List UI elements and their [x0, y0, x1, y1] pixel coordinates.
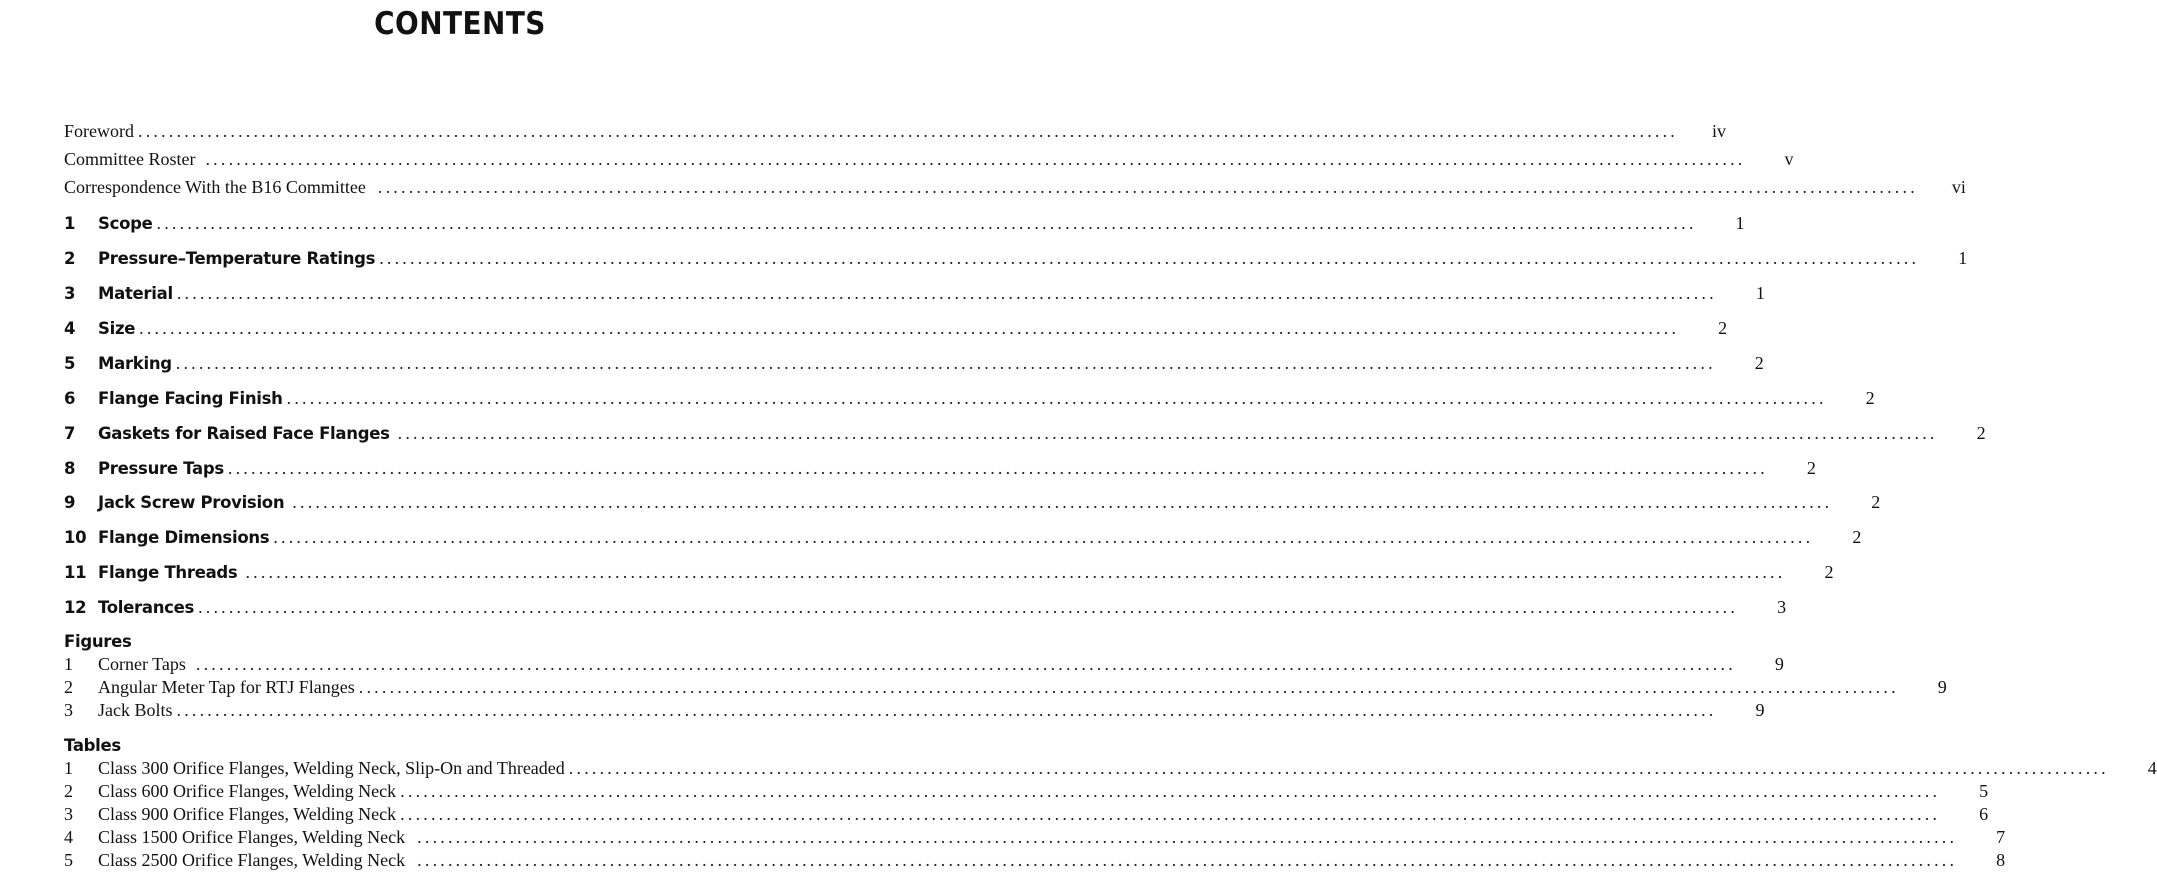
toc-table-label: Class 600 Orifice Flanges, Welding Neck	[98, 781, 397, 801]
leader-dots: ........................................................................................................................................................................................................	[195, 654, 1736, 674]
toc-table-label: Class 1500 Orifice Flanges, Welding Neck	[98, 827, 406, 847]
leader-dots: ........................................................................................................................................................................................................	[227, 458, 1768, 478]
toc-figure-number: 1	[64, 654, 73, 674]
leader-dots: ........................................................................................................................................................................................................	[176, 700, 1717, 720]
toc-section-page: 2	[1806, 458, 1816, 478]
toc-entry-label: Correspondence With the B16 Committee	[64, 177, 366, 197]
leader-dots: ........................................................................................................................................................................................................	[292, 492, 1833, 512]
toc-table-number: 5	[64, 850, 73, 870]
toc-section-label: Pressure–Temperature Ratings	[98, 249, 376, 268]
toc-entry-committee-roster[interactable]	[64, 149, 1794, 173]
toc-section-number: 11	[64, 563, 87, 582]
toc-entry-label: Committee Roster	[64, 149, 196, 169]
toc-table-4[interactable]	[64, 827, 2006, 851]
toc-table-number: 4	[64, 827, 73, 847]
toc-section-5[interactable]	[64, 353, 1764, 377]
toc-section-label: Marking	[98, 354, 172, 373]
toc-section-1[interactable]	[64, 213, 1745, 237]
toc-section-label: Jack Screw Provision	[98, 493, 285, 512]
leader-dots: ........................................................................................................................................................................................................	[397, 423, 1938, 443]
leader-dots: ........................................................................................................................................................................................................	[156, 213, 1697, 233]
toc-section-page: 1	[1735, 213, 1745, 233]
toc-section-9[interactable]	[64, 492, 1881, 516]
toc-figure-number: 2	[64, 677, 73, 697]
page-title: CONTENTS	[374, 6, 546, 42]
toc-figure-page: 9	[1755, 700, 1765, 720]
toc-section-label: Tolerances	[98, 598, 195, 617]
toc-figure-label: Jack Bolts	[98, 700, 173, 720]
toc-table-page: 7	[1996, 827, 2006, 847]
toc-figure-1[interactable]	[64, 654, 1784, 678]
figures-heading: Figures	[64, 632, 132, 651]
toc-figure-label: Corner Taps	[98, 654, 186, 674]
toc-section-number: 6	[64, 389, 76, 408]
toc-section-number: 3	[64, 284, 76, 303]
toc-section-page: 1	[1755, 283, 1765, 303]
toc-section-page: 2	[1754, 353, 1764, 373]
leader-dots: ........................................................................................................................................................................................................	[198, 597, 1739, 617]
toc-section-7[interactable]	[64, 423, 1986, 447]
toc-section-label: Size	[98, 319, 136, 338]
toc-section-number: 12	[64, 598, 87, 617]
toc-section-label: Pressure Taps	[98, 459, 224, 478]
toc-section-number: 8	[64, 459, 76, 478]
toc-entry-page: vi	[1951, 177, 1966, 197]
toc-section-label: Flange Facing Finish	[98, 389, 283, 408]
toc-figure-2[interactable]	[64, 677, 1947, 701]
toc-section-3[interactable]	[64, 283, 1765, 307]
tables-heading: Tables	[64, 736, 121, 755]
toc-table-number: 3	[64, 804, 73, 824]
toc-table-number: 1	[64, 758, 73, 778]
leader-dots: ........................................................................................................................................................................................................	[175, 353, 1716, 373]
toc-figure-page: 9	[1774, 654, 1784, 674]
toc-section-number: 7	[64, 424, 76, 443]
toc-figure-page: 9	[1937, 677, 1947, 697]
toc-section-page: 1	[1958, 248, 1968, 268]
toc-entry-page: iv	[1711, 121, 1726, 141]
toc-section-6[interactable]	[64, 388, 1875, 412]
toc-section-number: 1	[64, 214, 76, 233]
toc-section-2[interactable]	[64, 248, 1968, 272]
toc-entry-label: Foreword	[64, 121, 134, 141]
toc-section-page: 2	[1718, 318, 1728, 338]
toc-section-4[interactable]	[64, 318, 1728, 342]
toc-table-5[interactable]	[64, 850, 2006, 874]
toc-entry-foreword[interactable]	[64, 121, 1726, 145]
leader-dots: ........................................................................................................................................................................................................	[358, 677, 1899, 697]
toc-table-label: Class 2500 Orifice Flanges, Welding Neck	[98, 850, 406, 870]
toc-section-number: 10	[64, 528, 87, 547]
toc-table-page: 5	[1979, 781, 1989, 801]
leader-dots: ........................................................................................................................................................................................................	[138, 121, 1678, 141]
toc-section-12[interactable]	[64, 597, 1787, 621]
toc-section-page: 2	[1871, 492, 1881, 512]
toc-section-number: 5	[64, 354, 76, 373]
toc-table-page: 6	[1979, 804, 1989, 824]
toc-section-number: 9	[64, 493, 76, 512]
leader-dots: ........................................................................................................................................................................................................	[568, 758, 2109, 778]
leader-dots: ........................................................................................................................................................................................................	[400, 804, 1941, 824]
toc-table-page: 4	[2147, 758, 2157, 778]
toc-table-label: Class 300 Orifice Flanges, Welding Neck, Slip-On and Threaded	[98, 758, 565, 778]
leader-dots: ........................................................................................................................................................................................................	[176, 283, 1717, 303]
toc-section-number: 4	[64, 319, 76, 338]
leader-dots: ........................................................................................................................................................................................................	[400, 781, 1941, 801]
toc-section-label: Flange Threads	[98, 563, 238, 582]
toc-section-page: 3	[1777, 597, 1787, 617]
leader-dots: ........................................................................................................................................................................................................	[205, 149, 1746, 169]
leader-dots: ........................................................................................................................................................................................................	[417, 850, 1958, 870]
toc-section-number: 2	[64, 249, 76, 268]
toc-section-page: 2	[1824, 562, 1834, 582]
leader-dots: ........................................................................................................................................................................................................	[286, 388, 1827, 408]
leader-dots: ........................................................................................................................................................................................................	[139, 318, 1680, 338]
leader-dots: ........................................................................................................................................................................................................	[273, 527, 1814, 547]
toc-table-page: 8	[1996, 850, 2006, 870]
toc-entry-page: v	[1784, 149, 1794, 169]
toc-entry-correspondence[interactable]	[64, 177, 1966, 201]
toc-figure-label: Angular Meter Tap for RTJ Flanges	[98, 677, 355, 697]
toc-table-number: 2	[64, 781, 73, 801]
toc-section-11[interactable]	[64, 562, 1834, 586]
leader-dots: ........................................................................................................................................................................................................	[379, 248, 1920, 268]
toc-figure-number: 3	[64, 700, 73, 720]
toc-table-1[interactable]	[64, 758, 2157, 782]
toc-section-label: Flange Dimensions	[98, 528, 270, 547]
leader-dots: ........................................................................................................................................................................................................	[417, 827, 1958, 847]
toc-table-3[interactable]	[64, 804, 1989, 828]
toc-section-10[interactable]	[64, 527, 1862, 551]
toc-table-label: Class 900 Orifice Flanges, Welding Neck	[98, 804, 397, 824]
leader-dots: ........................................................................................................................................................................................................	[377, 177, 1918, 197]
toc-table-2[interactable]	[64, 781, 1989, 805]
toc-section-label: Gaskets for Raised Face Flanges	[98, 424, 390, 443]
toc-figure-3[interactable]	[64, 700, 1765, 724]
leader-dots: ........................................................................................................................................................................................................	[245, 562, 1786, 582]
toc-section-page: 2	[1976, 423, 1986, 443]
toc-section-label: Material	[98, 284, 173, 303]
toc-section-page: 2	[1865, 388, 1875, 408]
toc-section-page: 2	[1852, 527, 1862, 547]
toc-section-8[interactable]	[64, 458, 1816, 482]
toc-section-label: Scope	[98, 214, 153, 233]
